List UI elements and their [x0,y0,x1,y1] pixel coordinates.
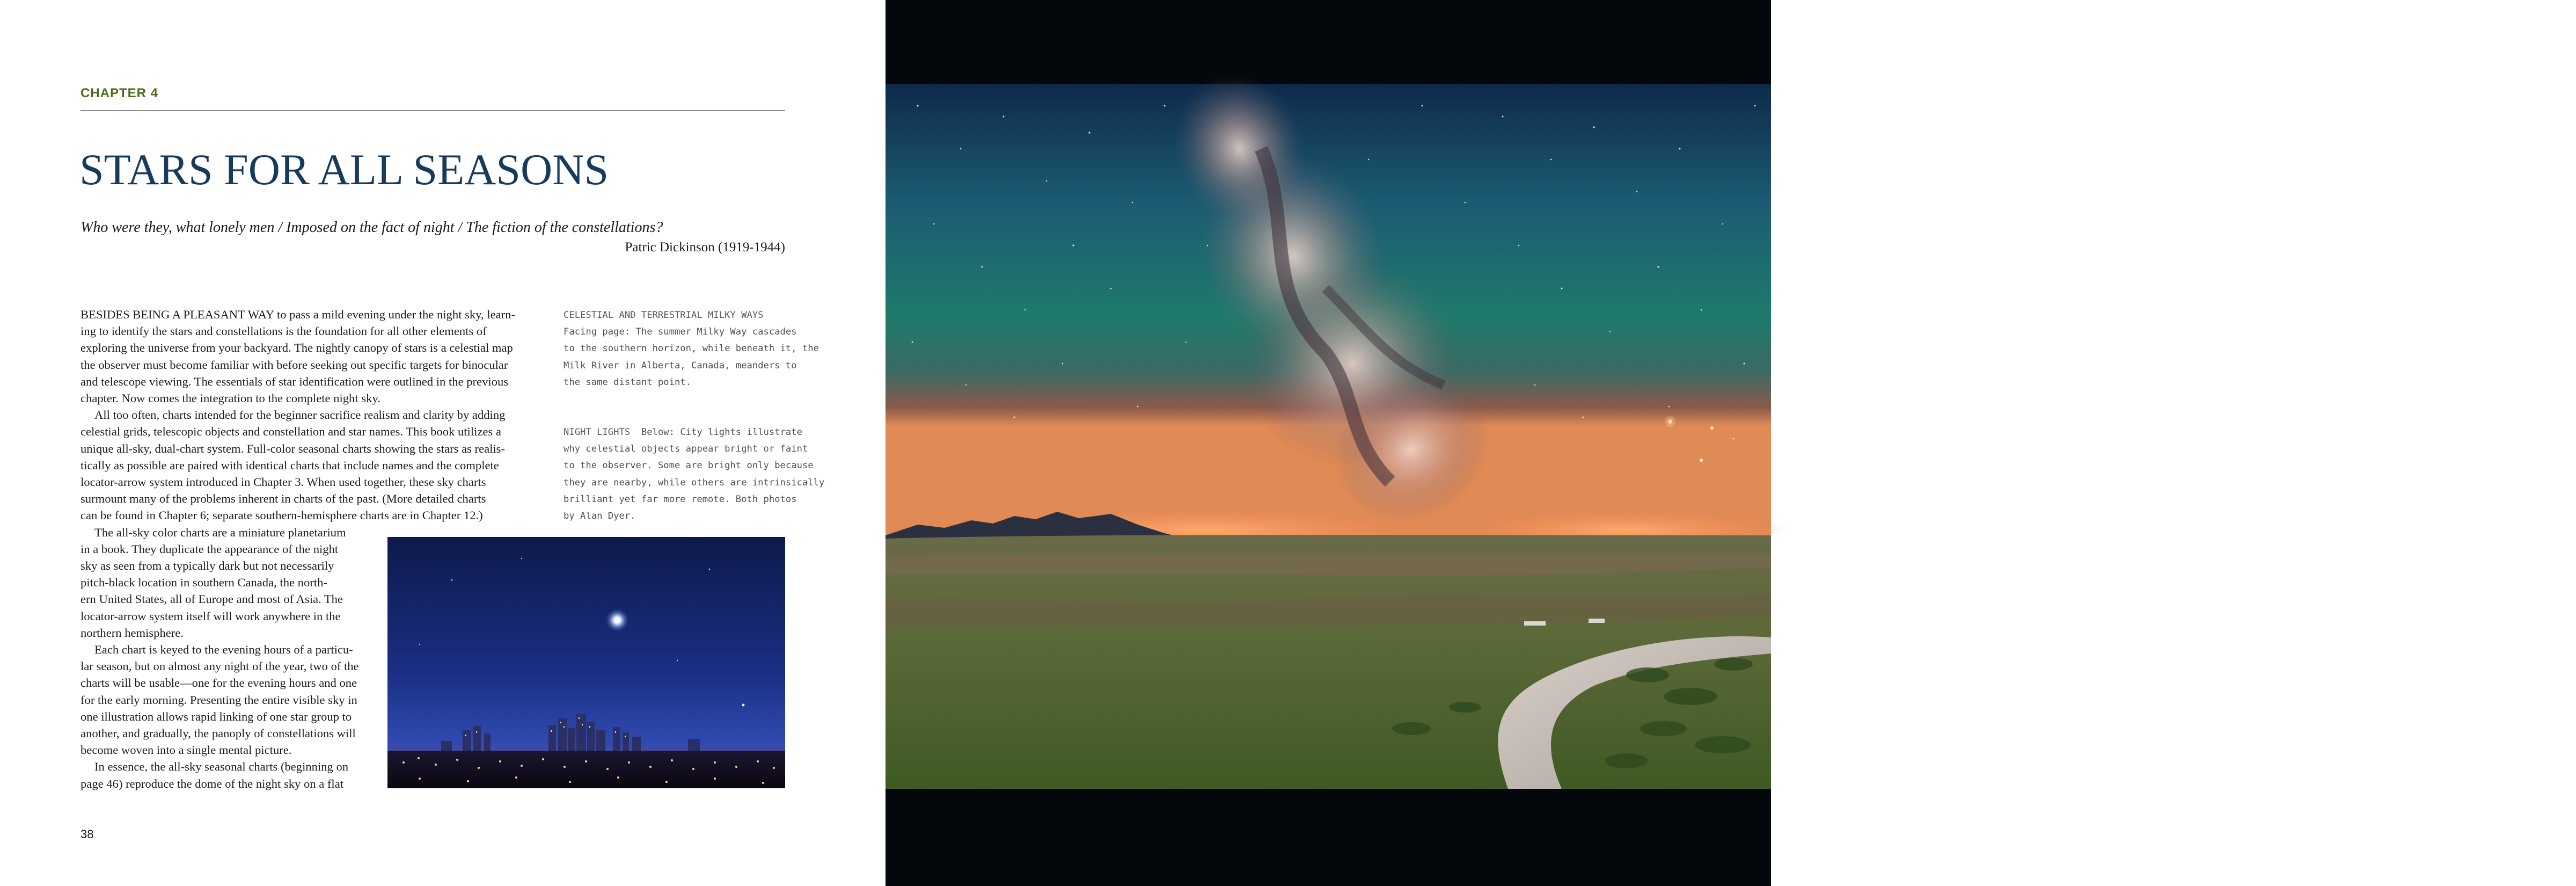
body-line: locator-arrow system itself will work anywhere in the [80,609,341,623]
caption-line: they are nearby, while others are intrinsically [564,477,825,488]
caption-line: the same distant point. [564,376,691,388]
body-line: charts will be usable—one for the evening hours and one [80,676,357,690]
body-line: BESIDES BEING A PLEASANT WAY to pass a mild evening under the night sky, learn- [80,308,515,321]
body-line: tically as possible are paired with identical charts that include names and the complete [80,458,499,472]
body-line: can be found in Chapter 6; separate southern-hemisphere charts are in Chapter 12.) [80,509,483,522]
body-line: in a book. They duplicate the appearance of the night [80,542,339,556]
body-line: locator-arrow system introduced in Chapter 3. When used together, these sky charts [80,475,486,489]
body-line: ern United States, all of Europe and most of Asia. The [80,592,343,606]
body-line: one illustration allows rapid linking of one star group to [80,709,352,723]
body-line: The all-sky color charts are a miniature planetarium [94,525,346,539]
caption-heading-night-lights: NIGHT LIGHTS [564,427,631,438]
chapter-label: CHAPTER 4 [80,86,159,100]
body-line: the observer must become familiar with before seeking out specific targets for binocular [80,358,508,372]
body-line: unique all-sky, dual-chart system. Full-color seasonal charts showing the stars as realis- [80,441,506,455]
caption-line: by Alan Dyer. [564,511,636,522]
body-line: page 46) reproduce the dome of the night sky on a flat [80,776,344,790]
caption-line: to the southern horizon, while beneath it, the [564,343,819,354]
caption-line: to the observer. Some are bright only because [564,460,814,471]
body-line: become woven into a single mental picture. [80,743,292,757]
body-line: celestial grids, telescopic objects and constellation and star names. This book utilizes a [80,425,501,439]
page-title: STARS FOR ALL SEASONS [79,145,609,194]
epigraph: Who were they, what lonely men / Imposed on the fact of night / The fiction of the constellations? [80,219,663,236]
body-line: All too often, charts intended for the beginner sacrifice realism and clarity by adding [94,408,506,422]
body-line: Each chart is keyed to the evening hours of a particu- [94,643,353,657]
body-line: chapter. Now comes the integration to the complete night sky. [80,391,380,405]
body-line: ing to identify the stars and constellations is the foundation for all other elements of [80,324,487,338]
body-line: pitch-black location in southern Canada, the north- [80,576,327,590]
caption-night-lights-first [564,424,802,441]
city-lights-photo [387,537,785,788]
caption-heading-milky-ways: CELESTIAL AND TERRESTRIAL MILKY WAYS [564,310,764,321]
body-line: sky as seen from a typically dark but not necessarily [80,559,334,573]
body-line: northern hemisphere. [80,626,184,640]
caption-line: Milk River in Alberta, Canada, meanders to [564,360,797,371]
chapter-divider [80,110,785,111]
captions [564,307,825,525]
milky-way-photo [885,84,1771,789]
caption-line: Below: City lights illustrate [630,427,802,438]
body-line: another, and gradually, the panoply of constellations will [80,727,356,740]
body-line: lar season, but on almost any night of the year, two of the [80,659,359,673]
body-line: surmount many of the problems inherent in charts of the past. (More detailed charts [80,492,486,506]
epigraph-attribution: Patric Dickinson (1919-1944) [625,240,785,255]
body-line: and telescope viewing. The essentials of star identification were outlined in the previous [80,374,509,388]
caption-line: why celestial objects appear bright or faint [564,444,808,455]
body-line: for the early morning. Presenting the entire visible sky in [80,693,357,707]
left-page [0,0,885,886]
page-number-left: 38 [80,827,94,841]
page-number-right: 39 [2563,827,2576,841]
caption-line: Facing page: The summer Milky Way cascades [564,326,797,338]
body-line: exploring the universe from your backyard. The nightly canopy of stars is a celestial map [80,341,513,355]
caption-line: brilliant yet far more remote. Both photos [564,493,797,505]
body-line: In essence, the all-sky seasonal charts (beginning on [94,760,349,774]
